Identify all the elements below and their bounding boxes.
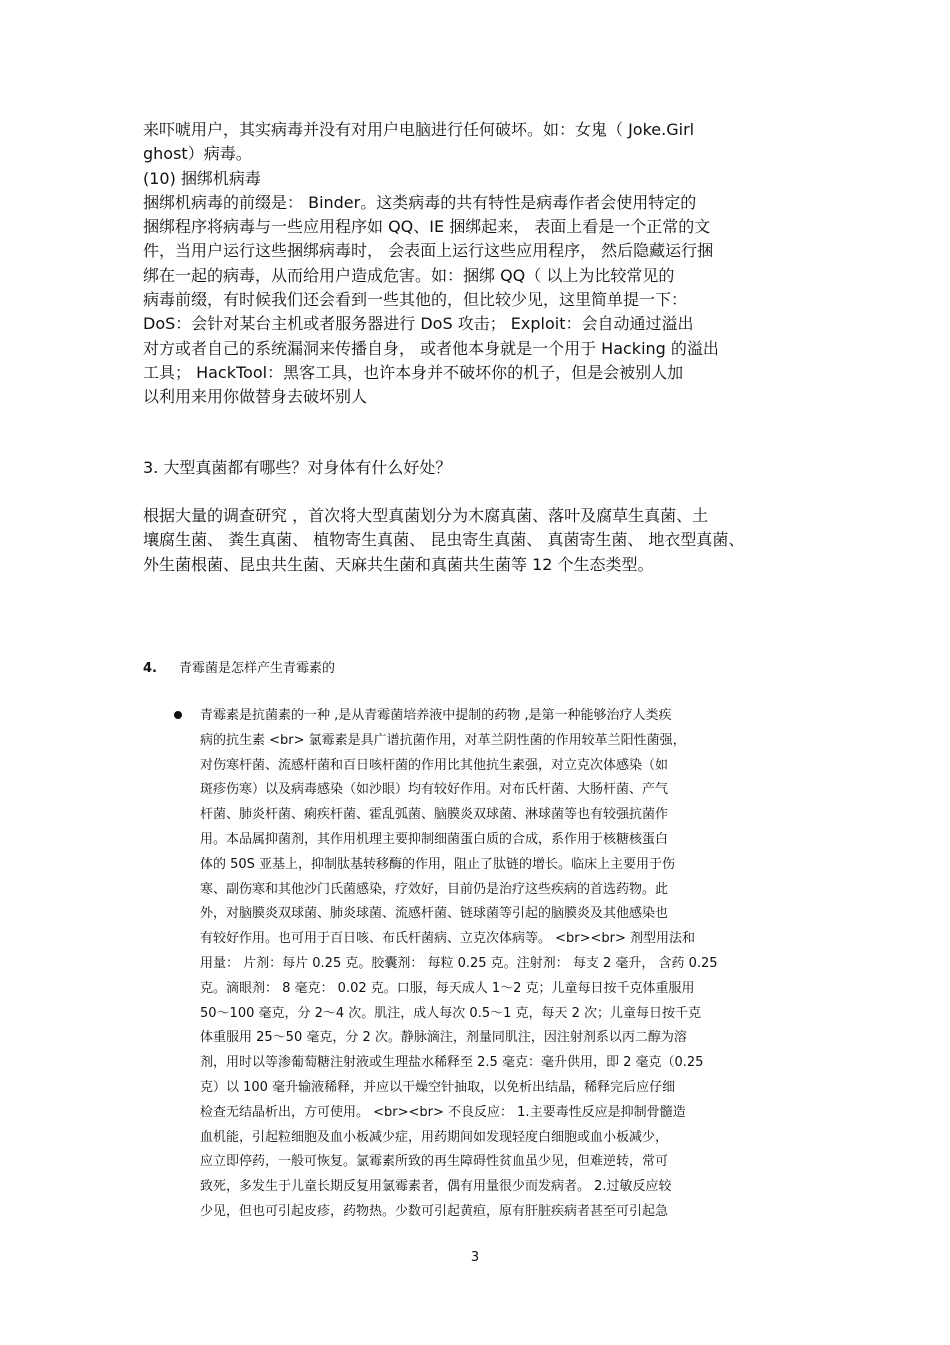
text-line: 青霉素是抗菌素的一种 ,是从青霉菌培养液中提制的药物 ,是第一种能够治疗人类疾 bbox=[200, 708, 672, 723]
text-line: 致死，多发生于儿童长期反复用氯霉素者，偶有用量很少而发病者。 2.过敏反应较 bbox=[200, 1179, 672, 1195]
text-line: 杆菌、肺炎杆菌、痢疾杆菌、霍乱弧菌、脑膜炎双球菌、淋球菌等也有较强抗菌作 bbox=[200, 807, 669, 823]
text-line: 检查无结晶析出，方可使用。 <br><br> 不良反应： 1.主要毒性反应是抑制骨髓造 bbox=[200, 1104, 686, 1120]
text-line: ghost）病毒。 bbox=[143, 144, 252, 164]
question-3 bbox=[143, 456, 813, 480]
answer-3 bbox=[143, 504, 813, 577]
text-line: 应立即停药，一般可恢复。氯霉素所致的再生障碍性贫血虽少见，但难逆转，常可 bbox=[200, 1154, 669, 1170]
text-line: 50～100 毫克，分 2～4 次。肌注，成人每次 0.5～1 克，每天 2 次；儿童每日按千克 bbox=[200, 1005, 702, 1021]
page-number: 3 bbox=[470, 1250, 480, 1265]
text-line: 寒、副伤寒和其他沙门氏菌感染，疗效好，目前仍是治疗这些疾病的首选药物。此 bbox=[200, 881, 669, 897]
text-line: 体重服用 25～50 毫克，分 2 次。静脉滴注，剂量同肌注，因注射剂系以丙二醇为溶 bbox=[200, 1030, 687, 1046]
text-line: 工具； HackTool：黑客工具，也许本身并不破坏你的机子，但是会被别人加 bbox=[143, 362, 684, 382]
text-line: 病毒前缀，有时候我们还会看到一些其他的，但比较少见，这里简单提一下： bbox=[143, 290, 688, 310]
text-line: 少见，但也可引起皮疹，药物热。少数可引起黄疸，原有肝脏疾病者甚至可引起急 bbox=[200, 1203, 669, 1219]
question-4-text: 青霉菌是怎样产生青霉素的 bbox=[178, 661, 335, 676]
text-line: 体的 50S 亚基上，抑制肽基转移酶的作用，阻止了肽链的增长。临床上主要用于伤 bbox=[200, 856, 676, 872]
text-line: 根据大量的调查研究 ，首次将大型真菌划分为木腐真菌、落叶及腐草生真菌、土 bbox=[143, 506, 709, 525]
answer-4 bbox=[200, 704, 820, 1225]
text-line: 血机能，引起粒细胞及血小板减少症，用药期间如发现轻度白细胞或血小板减少， bbox=[200, 1129, 669, 1145]
text-line: 件，当用户运行这些捆绑病毒时， 会表面上运行这些应用程序， 然后隐藏运行捆 bbox=[143, 241, 714, 261]
text-line: DoS：会针对某台主机或者服务器进行 DoS 攻击； Exploit：会自动通过溢出 bbox=[143, 314, 694, 334]
text-line: 外生菌根菌、昆虫共生菌、天麻共生菌和真菌共生菌等 12 个生态类型。 bbox=[143, 554, 654, 574]
text-line: 斑疹伤寒）以及病毒感染（如沙眼）均有较好作用。对布氏杆菌、大肠杆菌、产气 bbox=[200, 782, 669, 798]
text-line: 病的抗生素 <br> 氯霉素是具广谱抗菌作用，对革兰阴性菌的作用较革兰阳性菌强， bbox=[200, 732, 686, 748]
text-line: 外，对脑膜炎双球菌、肺炎球菌、流感杆菌、链球菌等引起的脑膜炎及其他感染也 bbox=[200, 906, 669, 922]
text-line: 捆绑机病毒的前缀是： Binder。这类病毒的共有特性是病毒作者会使用特定的 bbox=[143, 192, 697, 212]
text-line: 捆绑程序将病毒与一些应用程序如 QQ、IE 捆绑起来， 表面上看是一个正常的文 bbox=[143, 217, 711, 237]
text-line: 克）以 100 毫升输液稀释，并应以干燥空针抽取，以免析出结晶，稀释完后应仔细 bbox=[200, 1079, 676, 1095]
text-line: 剂，用时以等渗葡萄糖注射液或生理盐水稀释至 2.5 毫克：毫升供用，即 2 毫克（0.25 bbox=[200, 1055, 704, 1071]
bullet-icon bbox=[174, 711, 182, 719]
section-heading: (10) 捆绑机病毒 bbox=[143, 168, 261, 188]
text-line: 以利用来用你做替身去破坏别人 bbox=[143, 387, 368, 407]
question-4 bbox=[143, 659, 335, 679]
text-line: 对方或者自己的系统漏洞来传播自身， 或者他本身就是一个用于 Hacking 的溢出 bbox=[143, 338, 719, 358]
text-line: 来吓唬用户，其实病毒并没有对用户电脑进行任何破坏。如：女鬼（ Joke.Girl bbox=[143, 120, 695, 139]
virus-section bbox=[143, 118, 813, 410]
text-line: 用。本品属抑菌剂，其作用机理主要抑制细菌蛋白质的合成，系作用于核糖核蛋白 bbox=[200, 831, 669, 847]
text-line: 壤腐生菌、 粪生真菌、 植物寄生真菌、 昆虫寄生真菌、 真菌寄生菌、 地衣型真菌、 bbox=[143, 530, 745, 550]
text-line: 对伤寒杆菌、流感杆菌和百日咳杆菌的作用比其他抗生素强，对立克次体感染（如 bbox=[200, 757, 669, 773]
text-line: 绑在一起的病毒，从而给用户造成危害。如：捆绑 QQ（ 以上为比较常见的 bbox=[143, 265, 675, 285]
text-line: 用量： 片剂：每片 0.25 克。胶囊剂： 每粒 0.25 克。注射剂： 每支 2 毫升， 含药 0.25 bbox=[200, 955, 718, 971]
question-4-number: 4. bbox=[143, 661, 157, 676]
text-line: 克。滴眼剂： 8 毫克： 0.02 克。口服，每天成人 1～2 克；儿童每日按千克体重服用 bbox=[200, 980, 695, 996]
question-3-text: 3. 大型真菌都有哪些？对身体有什么好处？ bbox=[143, 458, 452, 477]
text-line: 有较好作用。也可用于百日咳、布氏杆菌病、立克次体病等。 <br><br> 剂型用法和 bbox=[200, 931, 696, 947]
